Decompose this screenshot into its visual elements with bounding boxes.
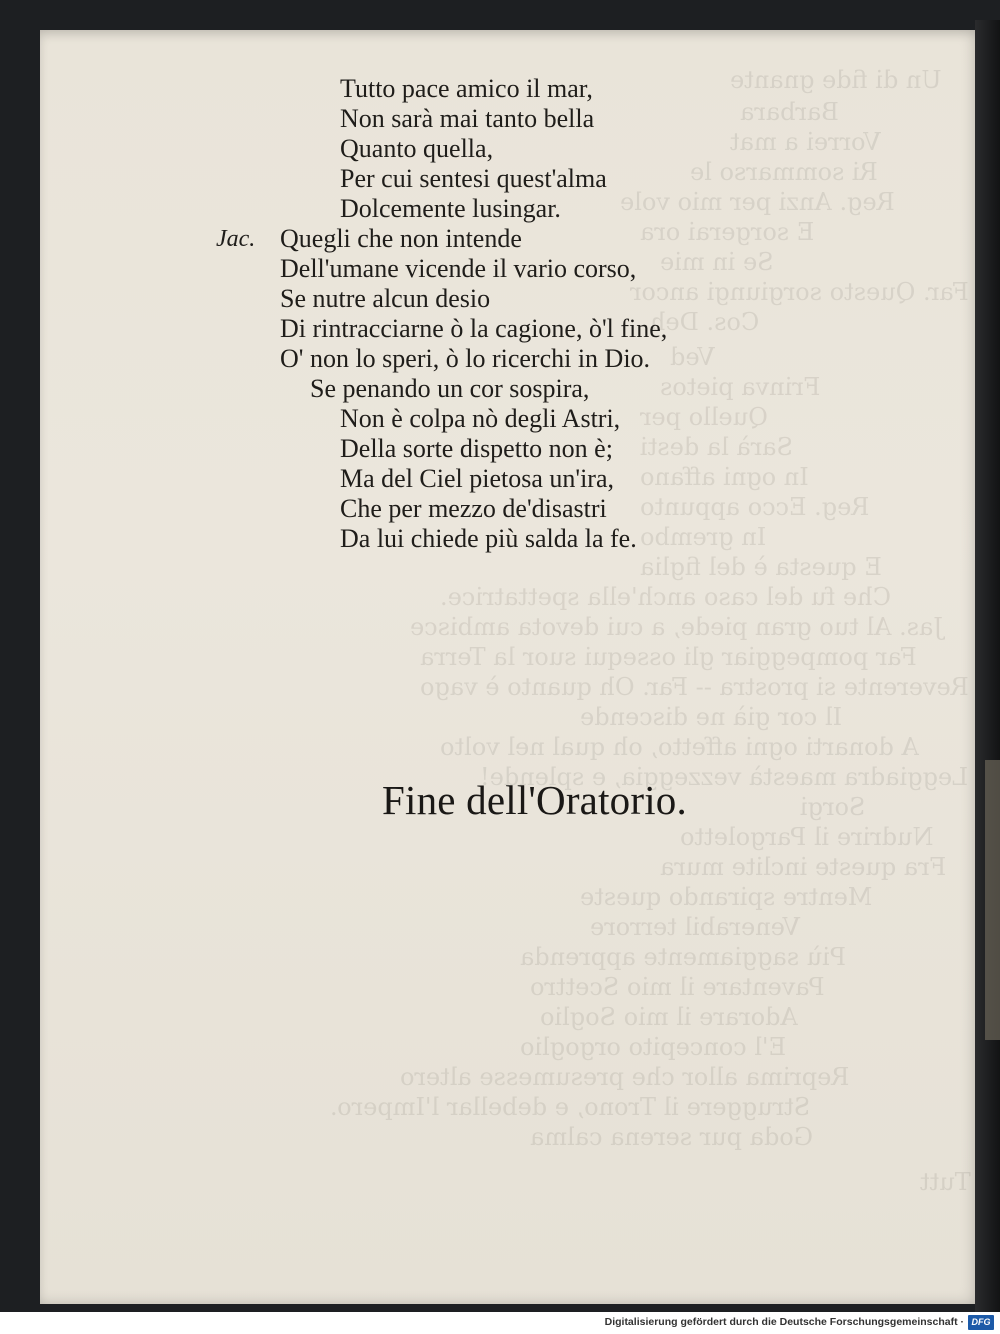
bleed-through-text: Il cor già ne discende [580, 703, 843, 731]
verse-line: Dolcemente lusingar. [340, 194, 561, 223]
funding-credit: Digitalisierung gefördert durch die Deutsche Forschungsgemeinschaft · [604, 1316, 964, 1328]
bleed-through-text: Tutt [920, 1168, 971, 1196]
recitative-line: Se nutre alcun desio [280, 284, 491, 313]
dfg-logo: DFG [968, 1315, 994, 1330]
bleed-through-text: A donarti ogni affetto, oh qual nel volto [440, 733, 919, 761]
bleed-through-text: Un di fide gnante [730, 66, 942, 94]
adjacent-page-fragment [985, 760, 1000, 1040]
bleed-through-text: Venerabil terrore [590, 913, 801, 941]
bleed-through-text: Frinva pietos [660, 373, 821, 401]
aria-line: Che per mezzo de'disastri [340, 494, 607, 523]
verse-line: Quanto quella, [340, 134, 494, 163]
bleed-through-text: Far pompeggiar gli ossequi suor la Terra [420, 643, 917, 671]
speaker-label: Jac. [216, 226, 256, 252]
bleed-through-text: Quello per [640, 403, 768, 431]
bleed-through-text: Ri sommarso le [690, 158, 878, 186]
verse-line: Per cui sentesi quest'alma [340, 164, 607, 193]
verse-line: Non sarà mai tanto bella [340, 104, 595, 133]
aria-line: Da lui chiede più salda la fe. [340, 524, 637, 553]
bleed-through-text: Ved [670, 343, 715, 371]
bleed-through-text: Adorare il mio Soglio [540, 1003, 798, 1031]
bleed-through-text: In ogni affano [640, 463, 809, 491]
recitative-line: Dell'umane vicende il vario corso, [280, 254, 637, 283]
bleed-through-text: Paventare il mio Scettro [530, 973, 825, 1001]
bleed-through-text: In grembo [640, 523, 767, 551]
bleed-through-text: Sorgi [800, 793, 866, 821]
recitative-line: O' non lo speri, ò lo ricerchi in Dio. [280, 344, 651, 373]
recitative-line: Quegli che non intende [280, 224, 522, 253]
bleed-through-text: Goda pur serena calma [530, 1123, 813, 1151]
bleed-through-text: Vorrei a mat [730, 128, 881, 156]
paper-page [40, 30, 980, 1304]
bleed-through-text: Che fu del caso anch'ella spettatrice. [440, 583, 891, 611]
aria-line: Non è colpa nò degli Astri, [340, 404, 621, 433]
footer-bar [0, 1312, 1000, 1334]
aria-line: Ma del Ciel pietosa un'ira, [340, 464, 615, 493]
bleed-through-text: E sorgerai ora [640, 218, 815, 246]
bleed-through-text: Struggere il Trono, e debellar l'Impero. [330, 1093, 811, 1121]
bleed-through-text: Reg. Anzi per mio vole [620, 188, 895, 216]
bleed-through-text: Fra queste inclite mura [660, 853, 947, 881]
recitative-line: Di rintracciarne ò la cagione, ò'l fine, [280, 314, 668, 343]
bleed-through-text: E questa è del figlia [640, 553, 882, 581]
bleed-through-text: Mentre spirando queste [580, 883, 873, 911]
aria-line: Della sorte dispetto non è; [340, 434, 613, 463]
bleed-through-text: Far. Questo sorgiungi ancor [630, 278, 969, 306]
bleed-through-text: Reprima allor che presumesse altero [400, 1063, 850, 1091]
book-edge [975, 20, 1000, 1312]
bleed-through-text: Se in mie [660, 248, 774, 276]
bleed-through-text: Reverente si prostra -- Far. Oh quanto è vago [420, 673, 969, 701]
bleed-through-text: Jas. Al tuo gran piede, a cui devota ambisce [410, 613, 943, 641]
bleed-through-text: Leggiadra maestà vezzeggia, e splende! [480, 763, 969, 791]
aria-line: Se penando un cor sospira, [310, 374, 590, 403]
closing-title: Fine dell'Oratorio. [382, 777, 687, 823]
verse-line: Tutto pace amico il mar, [340, 74, 593, 103]
bleed-through-text: Cos. Deh [650, 308, 760, 336]
bleed-through-text: Più saggiamente apprenda [520, 943, 846, 971]
bleed-through-text: Nudrire il Pargoletto [680, 823, 934, 851]
bleed-through-text: E'l concepito orgoglio [520, 1033, 787, 1061]
bleed-through-text: Sarà la desti [640, 433, 793, 461]
bleed-through-text: Reg. Ecco appunto [640, 493, 870, 521]
bleed-through-text: Barbara [740, 98, 839, 126]
